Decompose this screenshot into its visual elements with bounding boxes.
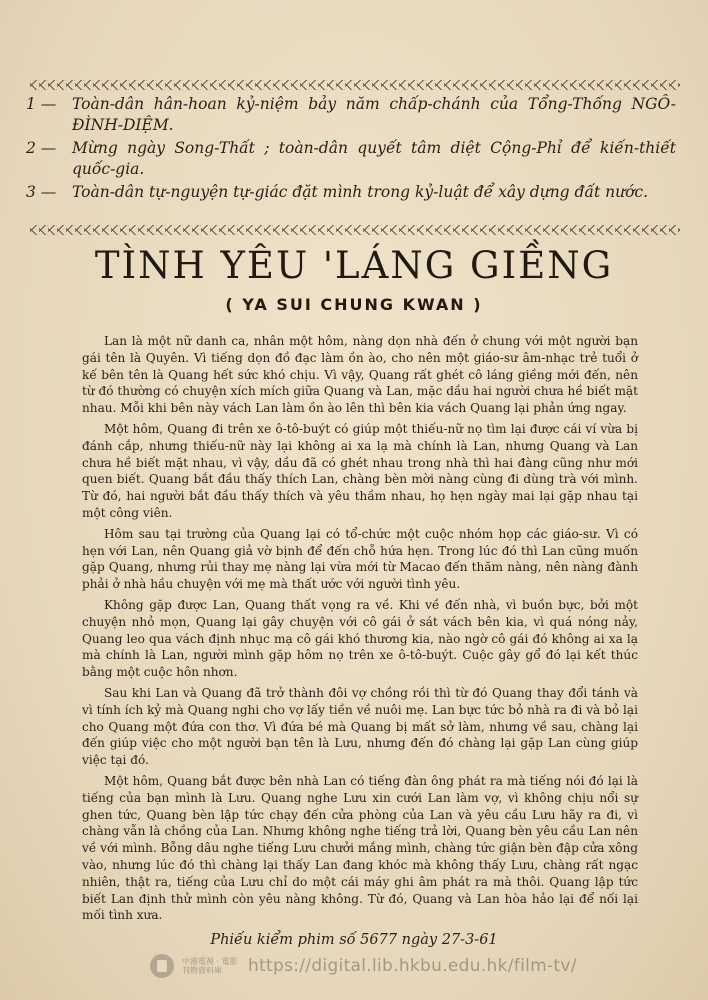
- watermark-url: https://digital.lib.hkbu.edu.hk/film-tv/: [248, 956, 577, 976]
- slogan-number: 2 —: [26, 139, 57, 157]
- synopsis-body: [82, 333, 638, 928]
- slogan-text: Mừng ngày Song-Thất ; toàn-dân quyết tâm diệt Cộng-Phỉ để kiến-thiết quốc-gia.: [72, 139, 676, 178]
- slogan-item: [26, 182, 676, 203]
- synopsis-paragraph: Hôm sau tại trường của Quang lại có tổ-chức một cuộc nhóm họp các giáo-sư. Vì có hẹn với Lan, nên Quang giả vờ bịnh để đến chỗ hứa hẹn. Trong lúc đó thì Lan cũng muốn gặp Quang, nhưng rủi thay mẹ nàng lại vừa mới từ Macao đến thăm nàng, nên nàng đành phải ở nhà hầu chuyện với mẹ mà thất ước với người tình yêu.: [82, 526, 638, 592]
- bottom-wavy-divider: [30, 225, 680, 235]
- slogan-item: [26, 94, 676, 136]
- library-watermark: [150, 952, 577, 980]
- synopsis-paragraph: Không gặp được Lan, Quang thất vọng ra về. Khi về đến nhà, vì buồn bực, bởi một chuyện nhỏ mọn, Quang lại gây chuyện với cô gái ở sát vách bên kia, vì quá nóng nảy, Quang leo qua vách định nhục mạ cô gái khó thương kia, nào ngờ cô gái đó không ai xa lạ mà chính là Lan, người mình gặp hôm nọ trên xe ô-tô-buýt. Cuộc gây gổ đó lại kết thúc bằng một cuộc hôn nhơn.: [82, 597, 638, 680]
- censorship-note: Phiếu kiểm phim số 5677 ngày 27-3-61: [210, 932, 498, 948]
- watermark-org: 中港電視 · 電影 刊物資料庫: [182, 957, 238, 975]
- synopsis-paragraph: Sau khi Lan và Quang đã trở thành đôi vợ chồng rồi thì từ đó Quang thay đổi tánh và vì tính ích kỷ mà Quang nghi cho vợ lấy tiền về nuôi mẹ. Lan bực tức bỏ nhà ra đi và bỏ lại cho Quang một đứa con thơ. Vì đứa bé mà Quang bị mất sở làm, nhưng về sau, chàng lại đến giúp việc cho một người bạn tên là Lưu, nhưng đến đó chàng lại gặp Lan cùng giúp việc tại đó.: [82, 685, 638, 768]
- slogan-number: 3 —: [26, 183, 57, 201]
- synopsis-paragraph: Một hôm, Quang đi trên xe ô-tô-buýt có giúp một thiếu-nữ nọ tìm lại được cái ví vừa bị đánh cắp, nhưng thiếu-nữ này lại không ai xa lạ mà chính là Lan, nhưng Quang và Lan chưa hề biết mặt nhau, vì vậy, dầu đã có ghét nhau trong nhà thì hai đàng cũng như mới quen biết. Quang bắt đầu thấy thích Lan, chàng bèn mời nàng cùng đi dùng trà với mình. Từ đó, hai người bắt đầu thấy thích và yêu thầm nhau, họ hẹn ngày mai lại gặp nhau tại một công viên.: [82, 421, 638, 520]
- slogan-list: [26, 94, 676, 205]
- slogan-item: [26, 138, 676, 180]
- top-wavy-divider: [30, 80, 680, 90]
- slogan-text: Toàn-dân tự-nguyện tự-giác đặt mình trong kỷ-luật để xây dựng đất nước.: [72, 183, 649, 201]
- synopsis-paragraph: Lan là một nữ danh ca, nhân một hôm, nàng dọn nhà đến ở chung với một người bạn gái tên là Quyên. Vì tiếng dọn đồ đạc làm ồn ào, cho nên một giáo-sư âm-nhạc trẻ tuổi ở kế bên tên là Quang hết sức khó chịu. Vì vậy, Quang rất ghét cô láng giềng mới đến, nên từ đó thường có chuyện xích mích giữa Quang và Lan, mặc dầu hai người chưa hề biết mặt nhau. Mỗi khi bên này vách Lan làm ồn ào lên thì bên kia vách Quang lại phản ứng ngay.: [82, 334, 638, 416]
- film-subtitle: ( YA SUI CHUNG KWAN ): [225, 295, 483, 314]
- slogan-number: 1 —: [26, 95, 57, 113]
- slogan-text: Toàn-dân hân-hoan kỷ-niệm bảy năm chấp-chánh của Tổng-Thống NGÔ-ĐÌNH-DIỆM.: [72, 95, 676, 134]
- film-title: TÌNH YÊU 'LÁNG GIỀNG: [94, 244, 614, 287]
- synopsis-paragraph: Một hôm, Quang bắt được bên nhà Lan có tiếng đàn ông phát ra mà tiếng nói đó lại là tiếng của bạn mình là Lưu. Quang nghe Lưu xin cưới Lan làm vợ, vì không chịu nổi sự ghen tức, Quang bèn lập tức chạy đến cửa phòng của Lan và yêu cầu Lưu hãy ra đi, vì chàng vẫn là chồng của Lan. Nhưng không nghe tiếng trả lời, Quang bèn yêu cầu Lan nên về với mình. Bỗng dâu nghe tiếng Lưu chưởi mắng mình, chàng tức giận bèn đập cửa xông vào, nhưng lúc đó thì chàng lại thấy Lan đang khóc mà không thấy Lưu, chàng rất ngạc nhiên, thật ra, tiếng của Lưu chỉ do một cái máy ghi âm phát ra mà thôi. Quang lập tức biết Lan định thử mình còn yêu nàng không. Từ đó, Quang và Lan hòa hảo lại để nối lại mối tình xưa.: [82, 773, 638, 923]
- library-logo-icon: [150, 954, 174, 978]
